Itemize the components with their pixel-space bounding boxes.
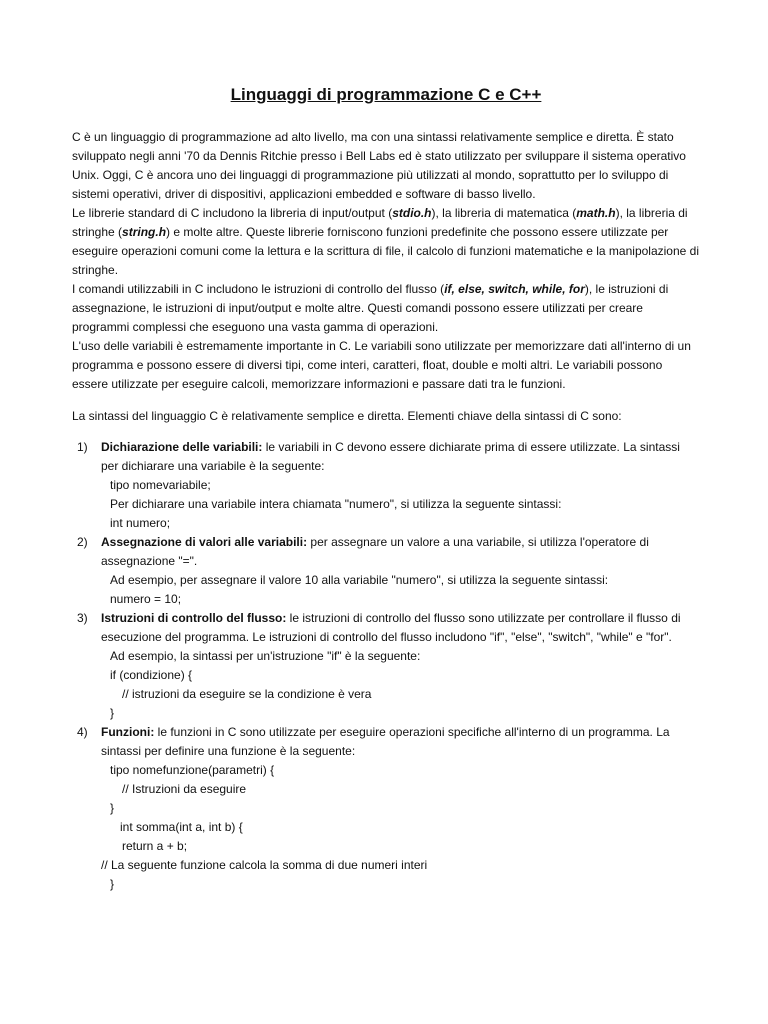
syntax-list — [72, 438, 700, 894]
library-name: string.h — [122, 225, 167, 239]
code-line: int somma(int a, int b) { — [120, 820, 243, 834]
list-item-heading: Assegnazione di valori alle variabili: — [101, 535, 308, 549]
code-line: tipo nomefunzione(parametri) { — [110, 763, 275, 777]
list-item — [72, 723, 700, 894]
document-page — [72, 84, 700, 894]
code-line: numero = 10; — [110, 592, 182, 606]
code-line: } — [110, 877, 115, 891]
text-line: Per dichiarare una variabile intera chiamata "numero", si utilizza la seguente sintassi: — [110, 497, 562, 511]
code-comment: // Istruzioni da eseguire — [122, 782, 247, 796]
list-item — [72, 609, 700, 723]
list-number: 1) — [77, 440, 88, 454]
list-number: 4) — [77, 725, 88, 739]
list-item — [72, 533, 700, 609]
library-name: math.h — [576, 206, 616, 220]
list-item — [72, 438, 700, 533]
paragraph-libraries — [72, 204, 700, 280]
keyword-list: if, else, switch, while, for — [444, 282, 585, 296]
code-line: tipo nomevariabile; — [110, 478, 211, 492]
document-title: Linguaggi di programmazione C e C++ — [230, 85, 542, 104]
library-name: stdio.h — [392, 206, 432, 220]
text-line: Ad esempio, per assegnare il valore 10 alla variabile "numero", si utilizza la seguente sintassi: — [110, 573, 609, 587]
paragraph-syntax-intro: La sintassi del linguaggio C è relativamente semplice e diretta. Elementi chiave della sintassi di C sono: — [72, 409, 622, 423]
text-span: I comandi utilizzabili in C includono le istruzioni di controllo del flusso ( — [72, 282, 445, 296]
text-span: ), le istruzioni di assegnazione, le istruzioni di input/output e molte altre. Questi comandi possono essere utilizzati per creare programmi complessi che eseguono una vasta gamma di operazioni. — [72, 282, 669, 334]
text-line: Ad esempio, la sintassi per un'istruzione "if" è la seguente: — [110, 649, 421, 663]
spacer — [72, 394, 700, 407]
list-number: 2) — [77, 535, 88, 549]
text-span: Le librerie standard di C includono la libreria di input/output ( — [72, 206, 393, 220]
list-item-text: le variabili in C devono essere dichiarate prima di essere utilizzate. La sintassi per dichiarare una variabile è la seguente: — [101, 440, 680, 473]
list-item-text: per assegnare un valore a una variabile, si utilizza l'operatore di assegnazione "=". — [101, 535, 649, 568]
paragraph-variables: L'uso delle variabili è estremamente importante in C. Le variabili sono utilizzate per memorizzare dati all'interno di un programma e possono essere di diversi tipi, come interi, caratteri, float, double e molti altri. Le variabili possono essere utilizzate per eseguire calcoli, memorizzare informazioni e passare dati tra le funzioni. — [72, 339, 691, 391]
list-item-heading: Dichiarazione delle variabili: — [101, 440, 263, 454]
text-span: ), la libreria di matematica ( — [431, 206, 577, 220]
paragraph-commands — [72, 280, 700, 337]
list-item-heading: Funzioni: — [101, 725, 155, 739]
code-line: } — [110, 801, 115, 815]
text-span: ), la libreria di stringhe ( — [72, 206, 688, 239]
list-item-text: le funzioni in C sono utilizzate per eseguire operazioni specifiche all'interno di un programma. La sintassi per definire una funzione è la seguente: — [101, 725, 670, 758]
paragraph-intro-c: C è un linguaggio di programmazione ad alto livello, ma con una sintassi relativamente semplice e diretta. È stato sviluppato negli anni '70 da Dennis Ritchie presso i Bell Labs ed è stato utilizzato per sviluppare il sistema operativo Unix. Oggi, C è ancora uno dei linguaggi di programmazione più utilizzati al mondo, soprattutto per lo sviluppo di sistemi operativi, driver di dispositivi, applicazioni embedded e software di basso livello. — [72, 130, 686, 201]
code-line: } — [110, 706, 115, 720]
code-comment: // istruzioni da eseguire se la condizione è vera — [122, 687, 372, 701]
list-item-text: le istruzioni di controllo del flusso sono utilizzate per controllare il flusso di esecuzione del programma. Le istruzioni di controllo del flusso includono "if", "else", "switch", "while" e "for". — [101, 611, 681, 644]
list-number: 3) — [77, 611, 88, 625]
text-span: ) e molte altre. Queste librerie forniscono funzioni predefinite che possono essere utilizzate per eseguire operazioni comuni come la lettura e la scrittura di file, il calcolo di funzioni matematiche e la manipolazione di stringhe. — [72, 225, 699, 277]
code-line: int numero; — [110, 516, 171, 530]
code-line: return a + b; — [122, 839, 188, 853]
list-item-heading: Istruzioni di controllo del flusso: — [101, 611, 287, 625]
code-comment: // La seguente funzione calcola la somma di due numeri interi — [101, 858, 428, 872]
code-line: if (condizione) { — [110, 668, 193, 682]
